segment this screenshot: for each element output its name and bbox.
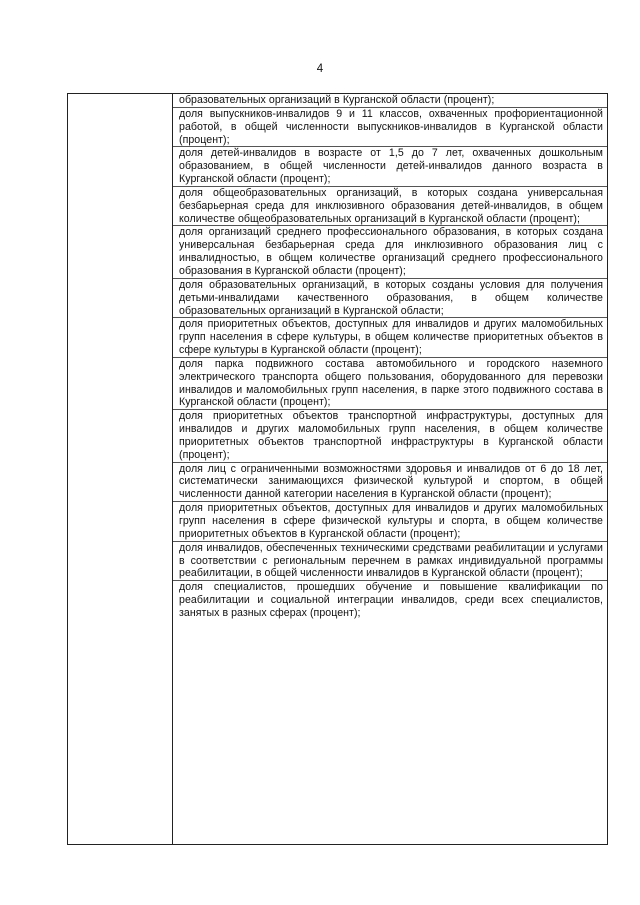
table-right-cell: [173, 94, 607, 844]
indicator-item: доля детей-инвалидов в возрасте от 1,5 до 7 лет, охваченных дошкольным образованием, в общей численности детей-инвалидов данного возраста в Курганской области (процент);: [173, 147, 607, 187]
indicator-item: доля выпускников-инвалидов 9 и 11 классов, охваченных профориентационной работой, в общей численности выпускников-инвалидов в Курганской области (процент);: [173, 108, 607, 148]
indicator-item: доля приоритетных объектов, доступных для инвалидов и других маломобильных групп населения в сфере культуры, в общем количестве приоритетных объектов в сфере культуры в Курганской области (процент);: [173, 318, 607, 358]
indicator-item: доля общеобразовательных организаций, в которых создана универсальная безбарьерная среда для инклюзивного образования детей-инвалидов, в общем количестве общеобразовательных организаций в Курганской области (процент);: [173, 187, 607, 227]
indicator-item: доля инвалидов, обеспеченных техническими средствами реабилитации и услугами в соответствии с региональным перечнем в рамках индивидуальной программы реабилитации, в общей численности инвалидов в Курганской области (процент);: [173, 542, 607, 582]
indicator-item: доля организаций среднего профессионального образования, в которых создана универсальная безбарьерная среда для инклюзивного образования лиц с инвалидностью, в общем количестве организаций среднего профессионального образования в Курганской области (процент);: [173, 226, 607, 278]
indicator-item: доля лиц с ограниченными возможностями здоровья и инвалидов от 6 до 18 лет, систематически занимающихся физической культурой и спортом, в общей численности данной категории населения в Курганской области (процент);: [173, 463, 607, 503]
indicator-item: образовательных организаций в Курганской области (процент);: [173, 94, 607, 108]
indicator-item: доля приоритетных объектов, доступных для инвалидов и других маломобильных групп населения в сфере физической культуры и спорта, в общем количестве приоритетных объектов в Курганской области (процент);: [173, 502, 607, 542]
indicators-table: [67, 93, 608, 845]
indicator-item: доля парка подвижного состава автомобильного и городского наземного электрического транспорта общего пользования, оборудованного для перевозки инвалидов и маломобильных групп населения, в парке этого подвижного состава в Курганской области (процент);: [173, 358, 607, 410]
indicator-item: доля приоритетных объектов транспортной инфраструктуры, доступных для инвалидов и других маломобильных групп населения, в общем количестве приоритетных объектов транспортной инфраструктуры в Курганской области (процент);: [173, 410, 607, 462]
table-left-cell: [68, 94, 173, 844]
indicator-item: доля специалистов, прошедших обучение и повышение квалификации по реабилитации и социальной интеграции инвалидов, среди всех специалистов, занятых в разных сферах (процент);: [179, 581, 603, 619]
page-number: 4: [316, 63, 324, 75]
indicator-item: доля образовательных организаций, в которых созданы условия для получения детьми-инвалидами качественного образования, в общем количестве образовательных организаций в Курганской области;: [173, 279, 607, 319]
